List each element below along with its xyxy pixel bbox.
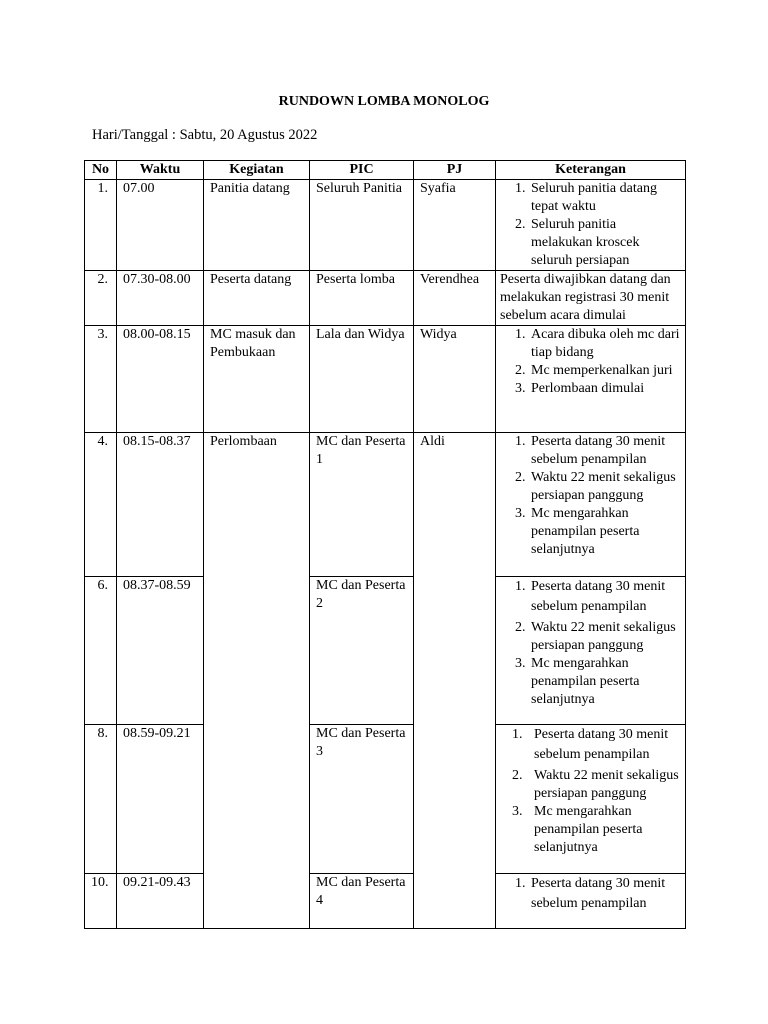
date-line: Hari/Tanggal : Sabtu, 20 Agustus 2022 [92, 127, 318, 143]
cell-pj: Widya [414, 326, 496, 433]
list-item: 3. Perlombaan dimulai [529, 380, 681, 398]
table-header-row [85, 161, 686, 180]
cell-keterangan [496, 874, 686, 929]
header-pj: PJ [414, 161, 496, 180]
cell-pic: MC dan Peserta 1 [310, 433, 414, 577]
cell-pic: MC dan Peserta 4 [310, 874, 414, 929]
cell-kegiatan: Perlombaan [204, 433, 310, 929]
cell-pic: MC dan Peserta 3 [310, 725, 414, 874]
list-item: 1. Peserta datang 30 menit sebelum penampilan [526, 725, 681, 765]
list-item: 3. Mc mengarahkan penampilan peserta selanjutnya [526, 803, 681, 857]
cell-keterangan: Peserta diwajibkan datang dan melakukan registrasi 30 menit sebelum acara dimulai [496, 271, 686, 326]
cell-no: 3. [85, 326, 117, 433]
cell-keterangan [496, 725, 686, 874]
header-pic: PIC [310, 161, 414, 180]
document-title: RUNDOWN LOMBA MONOLOG [278, 94, 490, 109]
list-item: 1. Acara dibuka oleh mc dari tiap bidang [529, 326, 681, 362]
cell-pj: Syafia [414, 180, 496, 271]
cell-kegiatan: Peserta datang [204, 271, 310, 326]
cell-waktu: 08.15-08.37 [117, 433, 204, 577]
header-no: No [85, 161, 117, 180]
cell-keterangan [496, 326, 686, 433]
cell-pic: MC dan Peserta 2 [310, 577, 414, 725]
list-item: 3. Mc mengarahkan penampilan peserta selanjutnya [529, 505, 681, 559]
header-keterangan: Keterangan [496, 161, 686, 180]
cell-waktu: 07.30-08.00 [117, 271, 204, 326]
list-item: 2. Seluruh panitia melakukan kroscek seluruh persiapan [529, 216, 681, 270]
list-item: 2. Waktu 22 menit sekaligus persiapan panggung [529, 469, 681, 505]
cell-pic: Seluruh Panitia [310, 180, 414, 271]
list-item: 2. Waktu 22 menit sekaligus persiapan panggung [526, 767, 681, 803]
cell-keterangan [496, 433, 686, 577]
list-item: 1. Peserta datang 30 menit sebelum penampilan [529, 433, 681, 469]
list-item: 3. Mc mengarahkan penampilan peserta selanjutnya [529, 655, 681, 709]
cell-no: 10. [85, 874, 117, 929]
list-item: 1. Peserta datang 30 menit sebelum penampilan [529, 577, 681, 617]
keterangan-list [500, 725, 681, 857]
cell-kegiatan: MC masuk dan Pembukaan [204, 326, 310, 433]
table-row [85, 874, 686, 929]
cell-kegiatan: Panitia datang [204, 180, 310, 271]
table-row [85, 180, 686, 271]
cell-pj: Aldi [414, 433, 496, 929]
table-row [85, 326, 686, 433]
cell-no: 1. [85, 180, 117, 271]
list-item: 2. Waktu 22 menit sekaligus persiapan panggung [529, 619, 681, 655]
cell-waktu: 09.21-09.43 [117, 874, 204, 929]
keterangan-list [500, 433, 681, 559]
list-item: 2. Mc memperkenalkan juri [529, 362, 681, 380]
keterangan-list [500, 180, 681, 270]
list-item: 1. Seluruh panitia datang tepat waktu [529, 180, 681, 216]
cell-pic: Peserta lomba [310, 271, 414, 326]
cell-waktu: 07.00 [117, 180, 204, 271]
cell-waktu: 08.59-09.21 [117, 725, 204, 874]
cell-keterangan [496, 180, 686, 271]
header-waktu: Waktu [117, 161, 204, 180]
keterangan-list [500, 874, 681, 914]
cell-keterangan [496, 577, 686, 725]
cell-waktu: 08.00-08.15 [117, 326, 204, 433]
cell-no: 8. [85, 725, 117, 874]
cell-no: 4. [85, 433, 117, 577]
table-row [85, 433, 686, 577]
rundown-table [84, 160, 686, 929]
cell-no: 6. [85, 577, 117, 725]
keterangan-list [500, 326, 681, 398]
table-row [85, 577, 686, 725]
header-kegiatan: Kegiatan [204, 161, 310, 180]
cell-pj: Verendhea [414, 271, 496, 326]
table-row [85, 271, 686, 326]
cell-pic: Lala dan Widya [310, 326, 414, 433]
table-row [85, 725, 686, 874]
cell-waktu: 08.37-08.59 [117, 577, 204, 725]
list-item: 1. Peserta datang 30 menit sebelum penampilan [529, 874, 681, 914]
cell-no: 2. [85, 271, 117, 326]
keterangan-list [500, 577, 681, 709]
